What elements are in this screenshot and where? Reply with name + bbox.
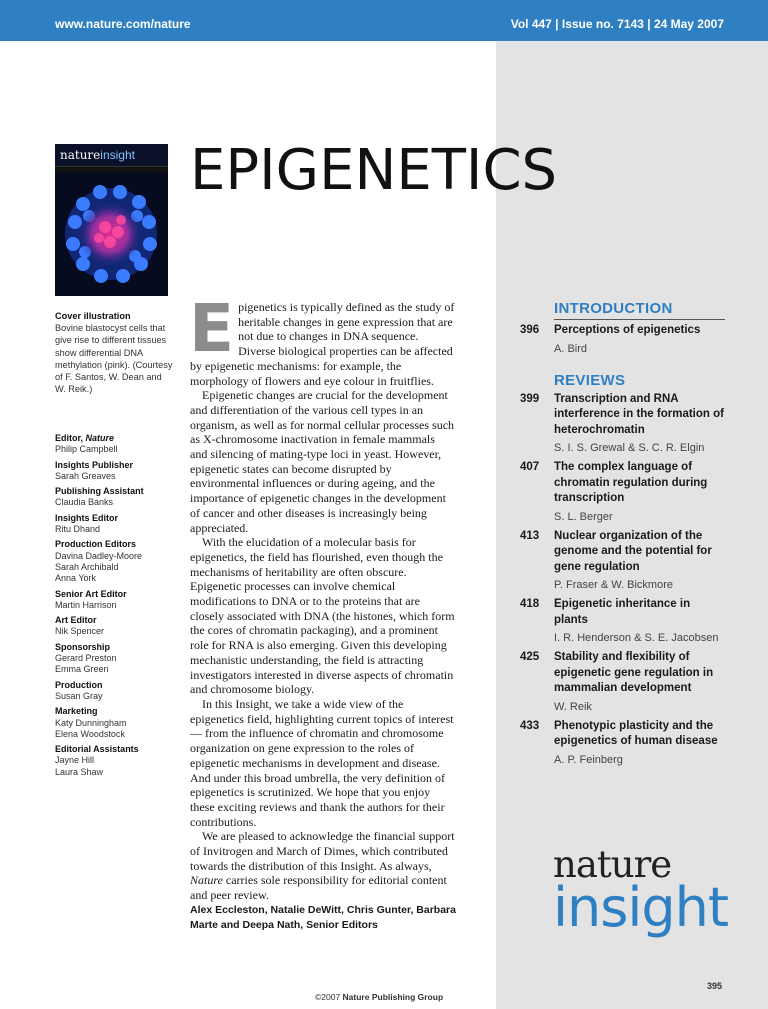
journal-url[interactable]: www.nature.com/nature (55, 17, 191, 31)
toc-authors: I. R. Henderson & S. E. Jacobsen (554, 632, 719, 644)
paragraph-5-text-b: carries sole responsibility for editorial content and peer review. (190, 873, 447, 903)
staff-role: Insights Editor (55, 512, 118, 523)
drop-cap: E (189, 290, 235, 367)
page-title: EPIGENETICS (190, 138, 558, 203)
staff-name: Davina Dadley-Moore (55, 550, 143, 561)
staff-group (55, 706, 175, 740)
toc-title[interactable]: Epigenetic inheritance in plants (554, 598, 691, 626)
staff-role: Art Editor (55, 615, 97, 626)
staff-name: Katy Dunningham (55, 717, 127, 728)
toc-authors: S. I. S. Grewal & S. C. R. Elgin (554, 442, 705, 454)
staff-name: Anna York (55, 573, 97, 584)
reviews-list (520, 392, 725, 769)
cover-thumbnail (55, 144, 168, 296)
staff-name: Claudia Banks (55, 497, 114, 508)
toc-authors: A. Bird (554, 342, 588, 355)
staff-name: Philip Campbell (55, 444, 118, 455)
editorial-text (189, 290, 455, 903)
staff-role: Production (55, 679, 103, 690)
cover-masthead-insight: insight (100, 148, 135, 162)
staff-name: Emma Green (55, 664, 109, 675)
paragraph-1-text: pigenetics is typically defined as the study of heritable changes in gene expression that are not due to changes in DNA sequence. Diverse biological properties can be affected by epigenetic mechanisms: for example, the morphology of flowers and eye colour in fruitflies. (190, 300, 455, 388)
paragraph-5 (190, 829, 455, 903)
paragraph-1 (189, 290, 455, 388)
introduction-heading: INTRODUCTION (554, 300, 725, 320)
logo-nature: nature (553, 843, 672, 886)
issue-info: Vol 447 | Issue no. 7143 | 24 May 2007 (510, 17, 724, 31)
staff-name: Sarah Greaves (55, 470, 116, 481)
toc-entry-body (554, 597, 725, 647)
toc-authors: S. L. Berger (554, 510, 613, 523)
staff-group (55, 642, 175, 676)
toc-authors: P. Fraser & W. Bickmore (554, 579, 673, 591)
staff-name: Susan Gray (55, 690, 103, 701)
staff-name: Laura Shaw (55, 766, 104, 777)
toc-title[interactable]: The complex language of chromatin regulation during transcription (554, 461, 708, 504)
cover-caption-text: Bovine blastocyst cells that give rise to different tissues show differential DNA methylation (pink). (Courtesy of F. Santos, W. Dean and W. Reik.) (55, 323, 173, 395)
blastocyst-image (55, 172, 168, 296)
staff-name: Gerard Preston (55, 653, 117, 664)
toc-entry-body (554, 529, 725, 595)
toc-entry[interactable] (520, 597, 725, 647)
staff-role: Sponsorship (55, 641, 111, 652)
toc-authors: W. Reik (554, 700, 592, 713)
paragraph-4: In this Insight, we take a wide view of the epigenetics field, highlighting current topics of interest — from the influence of chromatin and chromosome organization on gene expression to the roles of epigenetic mechanisms in development and disease. And under this broad umbrella, the very definition of epigenetics is scrutinized. We hope that you enjoy these exciting reviews and thank the authors for their contributions. (190, 696, 454, 829)
toc-entry-body (554, 650, 725, 716)
staff-group (55, 513, 175, 536)
staff-list (55, 433, 175, 782)
staff-name: Sarah Archibald (55, 561, 119, 572)
publisher-name: Nature Publishing Group (342, 992, 444, 1002)
cover-masthead (55, 144, 168, 166)
staff-group (55, 615, 175, 638)
toc-entry-body (554, 719, 725, 769)
logo-insight: insight (553, 876, 729, 939)
toc-page-number: 425 (520, 651, 540, 663)
staff-group (55, 589, 175, 612)
staff-group (55, 460, 175, 483)
staff-name: Martin Harrison (55, 599, 117, 610)
staff-role-prefix: Editor, (55, 433, 86, 443)
reviews-heading: REVIEWS (554, 371, 626, 389)
paragraph-2: Epigenetic changes are crucial for the development and differentiation of the various cell types in an organism, as well as for normal cellular processes such as X-chromosome inactivation in female mammals and silencing of mating-type loci in yeast. However, epigenetic states can become disrupted by environmental influences or during ageing, and the importance of epigenetic changes in the development of cancer and other diseases is increasingly being appreciated. (190, 388, 455, 535)
staff-role: Senior Art Editor (55, 588, 127, 599)
table-of-contents (520, 300, 725, 769)
toc-entry-body (554, 392, 725, 458)
paragraph-5-journal: Nature (190, 873, 223, 888)
toc-title[interactable]: Phenotypic plasticity and the epigenetics of human disease (554, 719, 718, 747)
toc-entry[interactable] (520, 650, 725, 716)
toc-entry[interactable] (520, 529, 725, 595)
cover-masthead-nature: nature (60, 148, 101, 162)
staff-name: Ritu Dhand (55, 524, 101, 535)
toc-entry-body (554, 460, 725, 526)
toc-entry[interactable] (520, 719, 725, 769)
staff-role-journal: Nature (85, 433, 115, 443)
toc-entry[interactable] (520, 392, 725, 458)
toc-page-number: 396 (520, 324, 540, 336)
toc-page-number: 407 (520, 461, 540, 473)
staff-name: Jayne Hill (55, 755, 95, 766)
staff-name: Elena Woodstock (55, 728, 125, 739)
nature-insight-logo (553, 843, 729, 939)
toc-title[interactable]: Nuclear organization of the genome and the potential for gene regulation (554, 529, 712, 573)
cover-caption (55, 310, 173, 395)
toc-page-number: 399 (520, 392, 540, 405)
staff-group (55, 539, 175, 584)
toc-entry[interactable] (520, 323, 725, 358)
staff-name: Nik Spencer (55, 626, 105, 637)
toc-page-number: 418 (520, 598, 540, 610)
toc-entry-body (554, 323, 725, 358)
toc-entry[interactable] (520, 460, 725, 526)
copyright-footer (315, 992, 443, 1002)
header-bar (0, 0, 768, 41)
paragraph-3: With the elucidation of a molecular basis for epigenetics, the field has flourished, even though the mechanisms of heritability are often obscure. Epigenetic processes can involve chemical modifications to DNA or to the proteins that are closely associated with DNA (the histones, which form the cores of chromatin packaging), and a prominent role for RNA is also emerging. Given this developing mechanistic understanding, the field is attracting investigators interested in diverse aspects of chromatin and chromosome biology. (190, 535, 455, 697)
staff-role (55, 433, 175, 444)
cover-caption-heading: Cover illustration (55, 311, 131, 321)
staff-role: Marketing (55, 706, 98, 717)
staff-role: Insights Publisher (55, 459, 134, 470)
copyright-text: ©2007 (315, 992, 343, 1002)
toc-title[interactable]: Perceptions of epigenetics (554, 324, 701, 336)
staff-role: Production Editors (55, 539, 136, 550)
toc-page-number: 433 (520, 719, 540, 732)
staff-role: Editorial Assistants (55, 744, 139, 755)
toc-authors: A. P. Feinberg (554, 753, 623, 766)
toc-title[interactable]: Stability and flexibility of epigenetic gene regulation in mammalian development (554, 651, 714, 694)
staff-role: Publishing Assistant (55, 486, 144, 497)
editors-signoff: Alex Eccleston, Natalie DeWitt, Chris Gunter, Barbara Marte and Deepa Nath, Senior Editors (190, 904, 456, 931)
introduction-list (520, 323, 725, 358)
staff-group (55, 744, 175, 778)
paragraph-5-text-a: We are pleased to acknowledge the financial support of Invitrogen and March of Dimes, which contributed towards the distribution of this Insight. As always, (190, 829, 455, 873)
staff-group (55, 680, 175, 703)
toc-page-number: 413 (520, 529, 540, 542)
toc-title[interactable]: Transcription and RNA interference in the formation of heterochromatin (554, 392, 724, 436)
page-number: 395 (707, 981, 723, 991)
staff-group (55, 433, 175, 456)
staff-group (55, 486, 175, 509)
